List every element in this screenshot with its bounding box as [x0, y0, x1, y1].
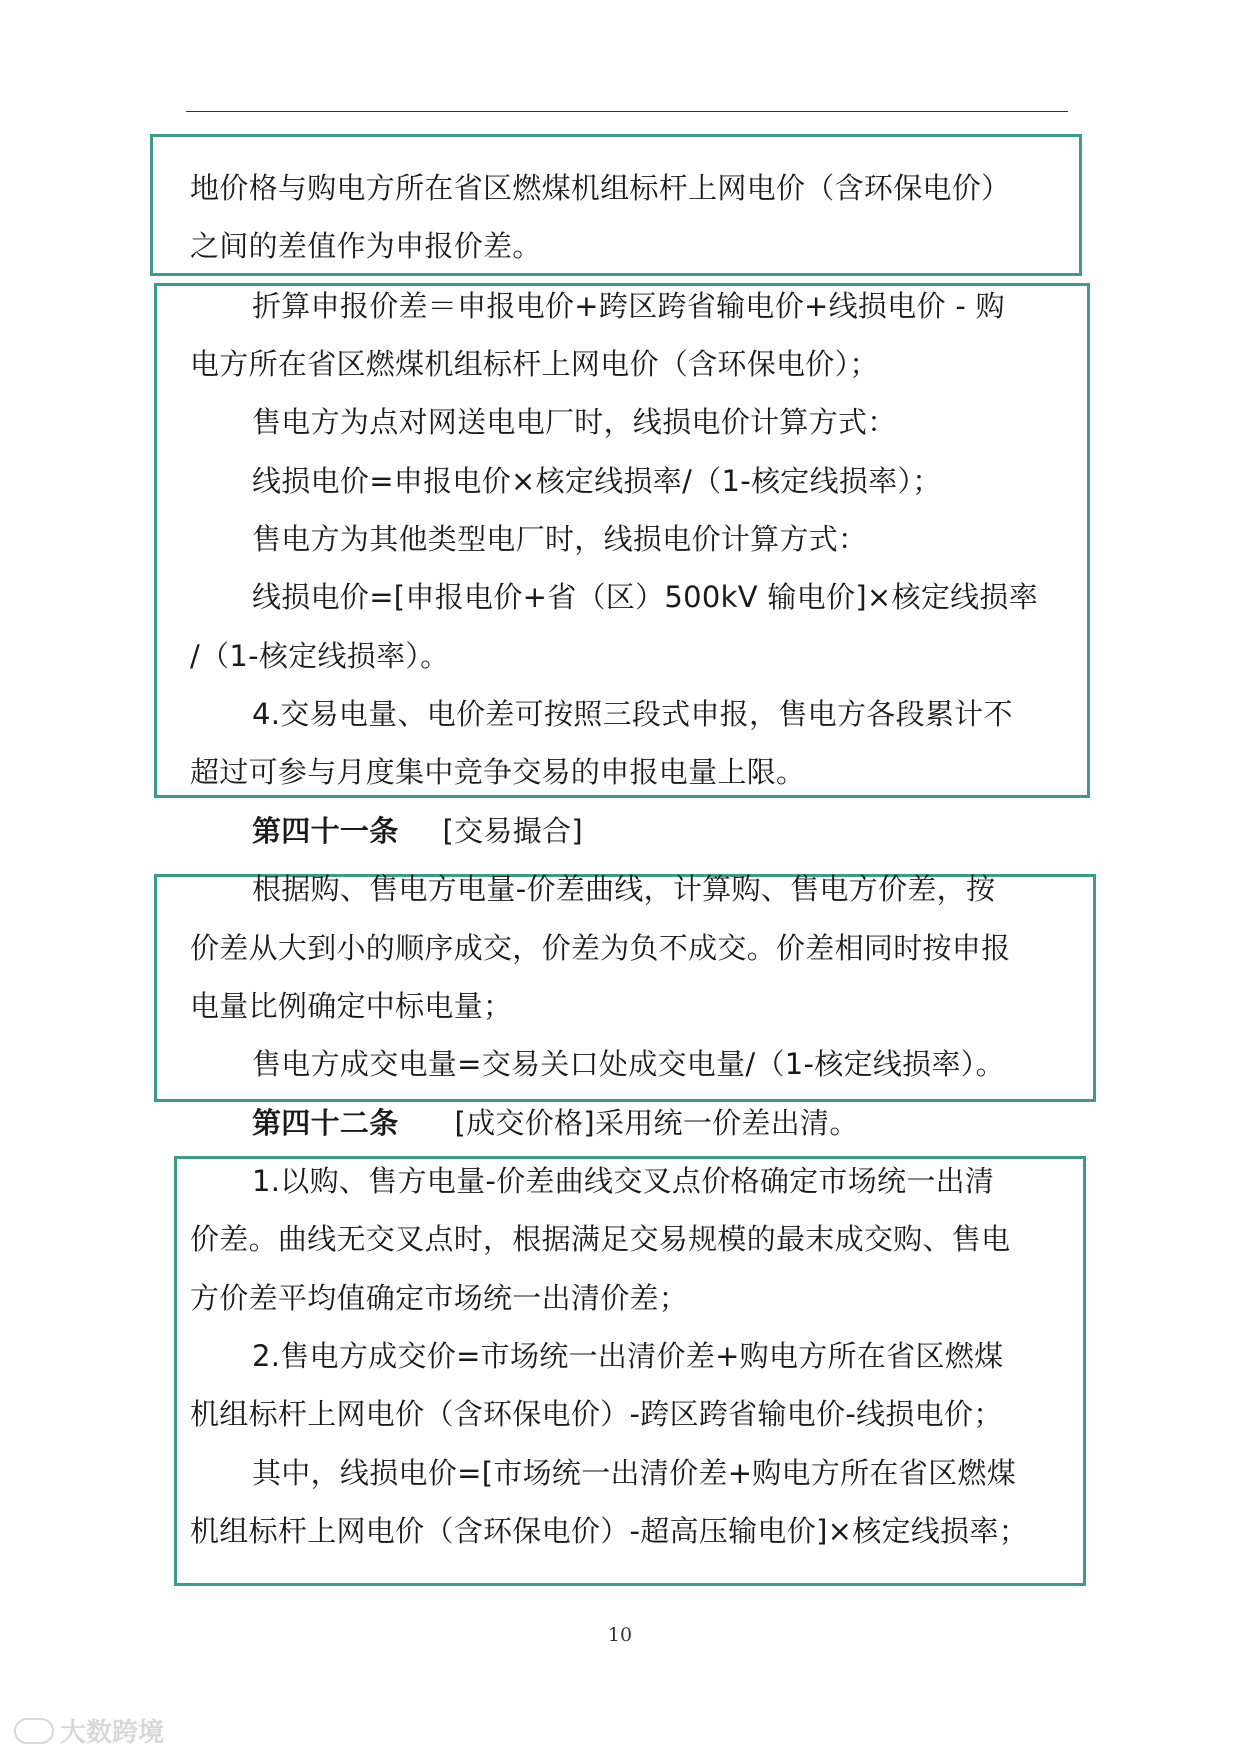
article-42-title: 第四十二条 — [252, 1106, 399, 1140]
paragraph-line: 线损电价=[申报电价+省（区）500kV 输电价]×核定线损率 — [252, 580, 1039, 614]
paragraph-line: 1.以购、售方电量-价差曲线交叉点价格确定市场统一出清 — [252, 1164, 995, 1198]
watermark — [14, 1712, 164, 1749]
paragraph-line: 电量比例确定中标电量； — [190, 989, 513, 1023]
paragraph-line: 根据购、售电方电量-价差曲线，计算购、售电方价差，按 — [252, 872, 996, 906]
paragraph-line: 之间的差值作为申报价差。 — [190, 229, 542, 263]
paragraph-line: 机组标杆上网电价（含环保电价）-超高压输电价]×核定线损率； — [190, 1514, 1029, 1548]
paragraph-line: 机组标杆上网电价（含环保电价）-跨区跨省输电价-线损电价； — [190, 1397, 1003, 1431]
article-42-heading — [252, 1106, 859, 1140]
paragraph-line: 价差从大到小的顺序成交，价差为负不成交。价差相同时按申报 — [190, 931, 1011, 965]
header-rule — [186, 111, 1068, 112]
article-41-title: 第四十一条 — [252, 814, 399, 848]
paragraph-line: 其中，线损电价=[市场统一出清价差+购电方所在省区燃煤 — [252, 1456, 1017, 1490]
page-number: 10 — [607, 1624, 633, 1646]
paragraph-line: 方价差平均值确定市场统一出清价差； — [190, 1281, 689, 1315]
watermark-logo-icon — [14, 1718, 54, 1744]
paragraph-line: /（1-核定线损率）。 — [190, 639, 450, 673]
article-41-heading — [252, 814, 583, 848]
article-41-subtitle: [交易撮合] — [442, 814, 583, 848]
paragraph-line: 4.交易电量、电价差可按照三段式申报，售电方各段累计不 — [252, 697, 1013, 731]
paragraph-line: 售电方为其他类型电厂时，线损电价计算方式： — [252, 522, 868, 556]
paragraph-line: 电方所在省区燃煤机组标杆上网电价（含环保电价）； — [190, 347, 879, 381]
watermark-text: 大数跨境 — [60, 1718, 165, 1748]
paragraph-line: 地价格与购电方所在省区燃煤机组标杆上网电价（含环保电价） — [190, 171, 1011, 205]
paragraph-line: 2.售电方成交价=市场统一出清价差+购电方所在省区燃煤 — [252, 1339, 1004, 1373]
article-42-subtitle: [成交价格]采用统一价差出清。 — [454, 1106, 859, 1140]
paragraph-line: 超过可参与月度集中竞争交易的申报电量上限。 — [190, 755, 806, 789]
paragraph-line: 价差。曲线无交叉点时，根据满足交易规模的最末成交购、售电 — [190, 1222, 1011, 1256]
paragraph-line: 线损电价=申报电价×核定线损率/（1-核定线损率）； — [252, 464, 942, 498]
paragraph-line: 售电方为点对网送电电厂时，线损电价计算方式： — [252, 405, 897, 439]
paragraph-line: 折算申报价差＝申报电价+跨区跨省输电价+线损电价 - 购 — [252, 289, 1005, 323]
paragraph-line: 售电方成交电量=交易关口处成交电量/（1-核定线损率）。 — [252, 1047, 1005, 1081]
